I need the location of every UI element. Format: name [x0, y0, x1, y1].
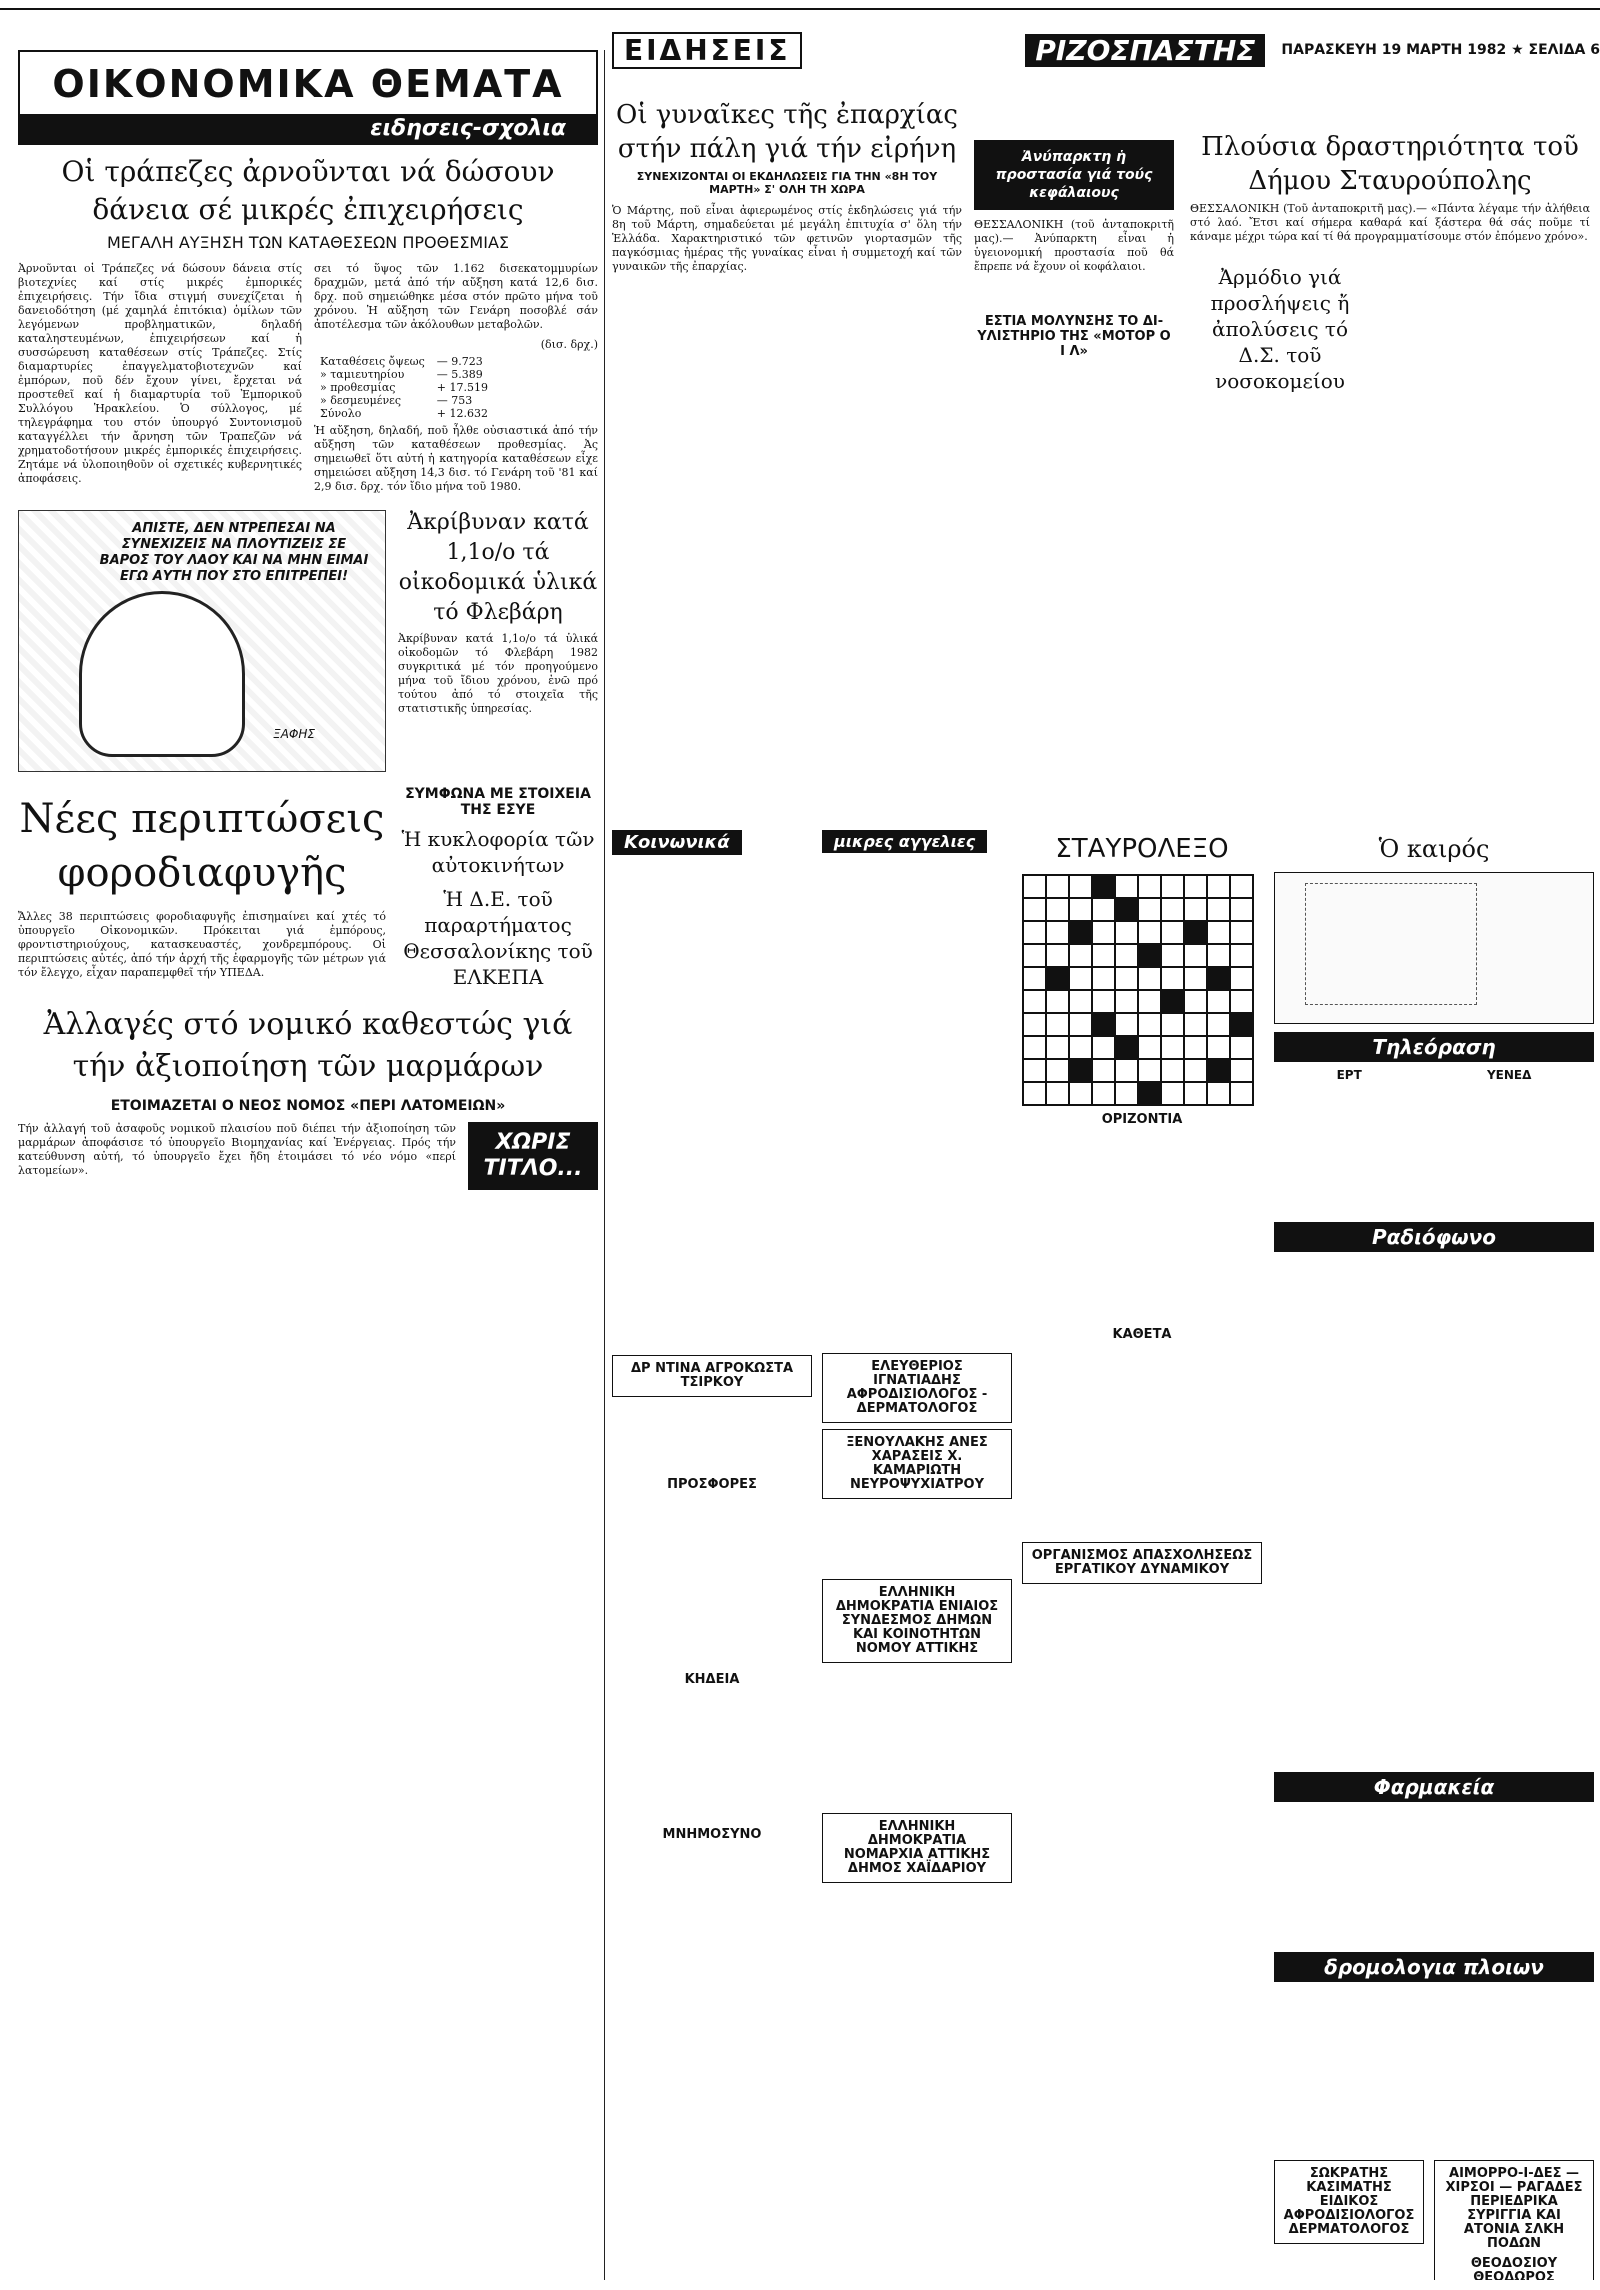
crossword-cell	[1161, 990, 1184, 1013]
social-column	[612, 830, 812, 1845]
no-title-box: ΧΩΡΙΣ ΤΙΤΛΟ...	[468, 1122, 598, 1190]
crossword-cell	[1161, 898, 1184, 921]
stavroupoli-text: ΘΕΣΣΑΛΟΝΙΚΗ (Τοῦ ἀνταποκριτῆ μας).— «Πάντα λέγαμε τήν ἀλήθεια στό λαό. Ἔτσι καί σήμερα καθαρά καί ξάστερα θά σάς ποῦμε τί κάναμε μέχρι τώρα καί τί θά προγραμματίσουμε στόν ἐπόμενο χρόνο».	[1190, 202, 1590, 243]
cars-kicker: ΣΥΜΦΩΝΑ ΜΕ ΣΤΟΙΧΕΙΑ ΤΗΣ ΕΣΥΕ	[405, 786, 591, 818]
crossword-cell	[1138, 1013, 1161, 1036]
weather-title: Ὁ καιρός	[1378, 835, 1490, 863]
crossword-cell	[1207, 898, 1230, 921]
article-banks-body	[18, 262, 598, 500]
crossword-cell	[1115, 944, 1138, 967]
crossword-cell	[1092, 1059, 1115, 1082]
crossword-cell	[1069, 1059, 1092, 1082]
crossword-cell	[1115, 990, 1138, 1013]
municipal-notice: ΕΛΛΗΝΙΚΗ ΔΗΜΟΚΡΑΤΙΑ ΕΝΙΑΙΟΣ ΣΥΝΔΕΣΜΟΣ ΔΗΜΩΝ ΚΑΙ ΚΟΙΝΟΤΗΤΩΝ ΝΟΜΟΥ ΑΤΤΙΚΗΣ	[822, 1579, 1012, 1663]
doctor-notice-2: ΕΛΕΥΘΕΡΙΟΣ ΙΓΝΑΤΙΑΔΗΣ ΑΦΡΟΔΙΣΙΟΛΟΓΟΣ - ΔΕΡΜΑΤΟΛΟΓΟΣ	[822, 1353, 1012, 1423]
crossword-cell	[1069, 1013, 1092, 1036]
funeral-header: ΚΗΔΕΙΑ	[684, 1672, 740, 1687]
classifieds-column	[822, 830, 1012, 1889]
crossword-cell	[1138, 1059, 1161, 1082]
classifieds-header: μικρες αγγελιες	[822, 830, 987, 853]
crossword-cell	[1115, 967, 1138, 990]
column-divider	[604, 50, 605, 2280]
crossword-grid	[1022, 874, 1254, 1106]
tv-header: Τηλεόραση	[1274, 1032, 1594, 1062]
radio-header: Ραδιόφωνο	[1274, 1222, 1594, 1252]
crossword-cell	[1069, 921, 1092, 944]
crossword-cell	[1046, 1036, 1069, 1059]
crossword-cell	[1138, 875, 1161, 898]
crossword-cell	[1138, 1082, 1161, 1105]
top-rule	[0, 8, 1600, 10]
crossword-cell	[1092, 1082, 1115, 1105]
table-row: Σύνολο + 12.632	[320, 407, 488, 420]
cartoon-figure	[79, 591, 245, 757]
crossword-cell	[1046, 921, 1069, 944]
article-marble-text: Τήν ἀλλαγή τοῦ ἀσαφοῦς νομικοῦ πλαισίου ποῦ διέπει τήν ἀξιοποίηση τῶν μαρμάρων ἀποφάσισε τό ὑπουργεῖο Βιομηχανίας καί Ἐνέργειας. Πρός τήν κατεύθυνση αὐτή, τό ὑπουργεῖο ἔχει ἤδη ἑτοιμάσει τό νέο νόμο «περί λατομείων».	[18, 1122, 456, 1177]
masthead-date: ΠΑΡΑΣΚΕΥΗ 19 ΜΑΡΤΗ 1982 ★ ΣΕΛΙΔΑ 6	[1281, 42, 1600, 58]
crossword-cell	[1161, 944, 1184, 967]
crossword-cell	[1230, 875, 1253, 898]
cartoon-caption: ΑΠΙΣΤΕ, ΔΕΝ ΝΤΡΕΠΕΣΑΙ ΝΑ ΣΥΝΕΧΙΖΕΙΣ ΝΑ ΠΛΟΥΤΙΖΕΙΣ ΣΕ ΒΑΡΟΣ ΤΟΥ ΛΑΟΥ ΚΑΙ ΝΑ ΜΗΝ ΕΙΜΑΙ ΕΓΩ ΑΥΤΗ ΠΟΥ ΣΤΟ ΕΠΙΤΡΕΠΕΙ!	[99, 521, 369, 584]
crossword-cell	[1069, 1082, 1092, 1105]
cartoon	[18, 510, 386, 772]
crossword-cell	[1184, 944, 1207, 967]
crossword-cell	[1023, 1013, 1046, 1036]
crossword-cell	[1115, 1059, 1138, 1082]
crossword-cell	[1184, 898, 1207, 921]
crossword-title: ΣΤΑΥΡΟΛΕΞΟ	[1055, 834, 1229, 864]
deposits-table	[314, 355, 494, 420]
ferries-header: δρομολογια πλοιων	[1274, 1952, 1594, 1982]
crossword-cell	[1207, 1036, 1230, 1059]
article-banks-subtitle: ΜΕΓΑΛΗ ΑΥΞΗΣΗ ΤΩΝ ΚΑΤΑΘΕΣΕΩΝ ΠΡΟΘΕΣΜΙΑΣ	[107, 233, 509, 252]
crossword-cell	[1184, 1082, 1207, 1105]
crossword-cell	[1230, 921, 1253, 944]
crossword-cell	[1184, 1036, 1207, 1059]
crossword-cell	[1092, 921, 1115, 944]
protection-box: Ἀνύπαρκτη ἡ προστασία γιά τούς κεφάλαιους	[974, 140, 1174, 210]
article-women-title: Οἱ γυναῖκες τῆς ἐπαρχίας στήν πάλη γιά τήν εἰρήνη	[616, 100, 958, 164]
article-marble-title: Ἀλλαγές στό νομικό καθεστώς γιά τήν ἀξιοποίηση τῶν μαρμάρων	[43, 1007, 573, 1084]
crossword-cell	[1092, 990, 1115, 1013]
article-taxevasion-title: Νέες περιπτώσεις φοροδιαφυγῆς	[19, 796, 385, 896]
crossword-cell	[1161, 1013, 1184, 1036]
crossword-cell	[1046, 967, 1069, 990]
table-row: » προθεσμίας + 17.519	[320, 381, 488, 394]
crossword-cell	[1046, 1082, 1069, 1105]
crossword-cell	[1230, 990, 1253, 1013]
crossword-cell	[1230, 1082, 1253, 1105]
crossword-cell	[1138, 898, 1161, 921]
crossword-cell	[1023, 967, 1046, 990]
article-banks-title: Οἱ τράπεζες ἀρνοῦνται νά δώσουν δάνεια σέ μικρές ἐπιχειρήσεις	[61, 155, 555, 226]
crossword-cell	[1138, 1036, 1161, 1059]
crossword-cell	[1092, 875, 1115, 898]
haidari-notice: ΕΛΛΗΝΙΚΗ ΔΗΜΟΚΡΑΤΙΑ ΝΟΜΑΡΧΙΑ ΑΤΤΙΚΗΣ ΔΗΜΟΣ ΧΑΪΔΑΡΙΟΥ	[822, 1813, 1012, 1883]
crossword-cell	[1184, 1013, 1207, 1036]
crossword-cell	[1046, 944, 1069, 967]
crossword-cell	[1207, 967, 1230, 990]
crossword-cell	[1230, 1013, 1253, 1036]
table-row: » δεσμευμένες — 753	[320, 394, 473, 407]
crossword-cell	[1092, 944, 1115, 967]
crossword-column	[1022, 830, 1262, 1590]
hospital-title: Ἀρμόδιο γιά προσλήψεις ἤ ἀπολύσεις τό Δ.Σ. τοῦ νοσοκομείου	[1210, 265, 1350, 393]
crossword-cell	[1184, 990, 1207, 1013]
article-protection	[974, 140, 1174, 362]
weather-map	[1274, 872, 1594, 1024]
crossword-cell	[1115, 1013, 1138, 1036]
crossword-cell	[1207, 944, 1230, 967]
doctor-notice-3: ΞΕΝΟΥΛΑΚΗΣ ΑΝΕΣ ΧΑΡΑΣΕΙΣ Χ. ΚΑΜΑΡΙΩΤΗ ΝΕΥΡΟΨΥΧΙΑΤΡΟΥ	[822, 1429, 1012, 1499]
crossword-cell	[1046, 875, 1069, 898]
crossword-down: ΚΑΘΕΤΑ	[1112, 1327, 1172, 1342]
crossword-cell	[1069, 1036, 1092, 1059]
crossword-cell	[1207, 1059, 1230, 1082]
article-women	[612, 90, 962, 280]
deposits-unit: (δισ. δρχ.)	[540, 338, 598, 351]
tv-channel-ert: ΕΡΤ	[1336, 1068, 1362, 1082]
crossword-cell	[1138, 921, 1161, 944]
crossword-cell	[1092, 1013, 1115, 1036]
crossword-cell	[1207, 921, 1230, 944]
crossword-cell	[1138, 990, 1161, 1013]
article-banks-text: Ἀρνοῦνται οἱ Τράπεζες νά δώσουν δάνεια στίς βιοτεχνίες καί στίς μικρές ἐμπορικές ἐπιχειρήσεις. Τήν ἴδια στιγμή συνεχίζεται ἡ δανειοδότηση (μέ χαμηλά ἐπιτόκια) ὁμίλων τῶν λεγόμενων προβληματικῶν, δηλαδή καταληστευμένων, ἐπιχειρήσεων καί ἡ συσσώρευση καταθέσεων στίς Τράπεζες. Στίς διαμαρτυρίες ἐπαγγελματοβιοτεχνῶν καί ἐμπόρων, ποῦ δέν ἔχουν γίνει, ἔρχεται νά προστεθεῖ καί ἡ διαμαρτυρία τοῦ Ἐμπορικοῦ Συλλόγου Ἡρακλείου. Ὁ σύλλογος, μέ τηλεγράφημα του στόν ὑπουργό Συντονισμοῦ καταγγέλλει τήν ἄρνηση τῶν Τραπεζῶν νά χρηματοδοτήσουν μικρές ἐμπορικές ἐπιχειρήσεις. Ζητάμε νά ὑλοποιηθοῦν οἱ σχετικές κυβερνητικές ἀποφάσεις.	[18, 262, 302, 485]
doctor-notice-5: ΑΙΜΟΡΡΟ-Ι-ΔΕΣ — ΧΙΡΣΟΙ — ΡΑΓΑΔΕΣ ΠΕΡΙΕΔΡΙΚΑ ΣΥΡΙΓΓΙΑ ΚΑΙ ΑΤΟΝΙΑ ΣΛΚΗ ΠΟΔΩΝ ΘΕΟΔΟΣΙΟΥ ΘΕΟΔΩΡΟΣ	[1434, 2160, 1594, 2280]
crossword-cell	[1115, 875, 1138, 898]
crossword-cell	[1046, 898, 1069, 921]
crossword-cell	[1207, 1082, 1230, 1105]
crossword-cell	[1161, 1036, 1184, 1059]
masthead-section: ΕΙΔΗΣΕΙΣ	[612, 32, 802, 69]
crossword-cell	[1115, 921, 1138, 944]
crossword-cell	[1023, 990, 1046, 1013]
crossword-cell	[1184, 1059, 1207, 1082]
article-taxevasion-text: Ἄλλες 38 περιπτώσεις φοροδιαφυγῆς ἐπισημαίνει καί χτές τό ὑπουργεῖο Οἰκονομικῶν. Πρόκειται γιά ἐμπόρους, φροντιστηριούχους, κατασκευαστές, χονδρεμπόρους. Οἱ περιπτώσεις αὐτές, ἀπό τήν ἀρχή τῆς ἐφαρμογῆς τῶν μέτρων γιά τόν ἔλεγχο, εἶχαν παραπεμφθεῖ τήν ΥΠΕΔΑ.	[18, 910, 386, 979]
stavroupoli-title: Πλούσια δραστηριότητα τοῦ Δήμου Σταυρούπολης	[1201, 132, 1579, 196]
motor-oil-title: ΕΣΤΙΑ ΜΟΛΥΝΣΗΣ ΤΟ ΔΙ-ΥΛΙΣΤΗΡΙΟ ΤΗΣ «ΜΟΤΟΡ Ο Ι Λ»	[977, 314, 1171, 359]
masthead-logo: ΡΙΖΟΣΠΑΣΤΗΣ	[1025, 34, 1265, 67]
crossword-cell	[1230, 1059, 1253, 1082]
cartoon-signature: ΞΑΦΗΣ	[273, 727, 315, 741]
offers-header: ΠΡΟΣΦΟΡΕΣ	[667, 1477, 757, 1492]
crossword-cell	[1207, 990, 1230, 1013]
crossword-cell	[1161, 875, 1184, 898]
crossword-cell	[1138, 944, 1161, 967]
crossword-cell	[1184, 875, 1207, 898]
doctor-notice-4: ΣΩΚΡΑΤΗΣ ΚΑΣΙΜΑΤΗΣ ΕΙΔΙΚΟΣ ΑΦΡΟΔΙΣΙΟΛΟΓΟΣ ΔΕΡΜΑΤΟΛΟΓΟΣ	[1274, 2160, 1424, 2244]
crossword-cell	[1161, 1059, 1184, 1082]
crossword-cell	[1069, 875, 1092, 898]
crossword-cell	[1115, 898, 1138, 921]
table-row: Καταθέσεις ὄψεως — 9.723	[320, 355, 483, 368]
cars-title: Ἡ κυκλοφορία τῶν αὐτοκινήτων	[401, 827, 595, 877]
economic-header-sub: ειδησεις-σχολια	[20, 114, 596, 143]
crossword-cell	[1046, 1059, 1069, 1082]
article-stavroupoli	[1190, 122, 1590, 394]
article-marble-subtitle: ΕΤΟΙΜΑΖΕΤΑΙ Ο ΝΕΟΣ ΝΟΜΟΣ «ΠΕΡΙ ΛΑΤΟΜΕΙΩΝ»	[110, 1098, 506, 1114]
doctor-notice-1: ΔΡ ΝΤΙΝΑ ΑΓΡΟΚΩΣΤΑ ΤΣΙΡΚΟΥ	[612, 1355, 812, 1397]
article-banks-text-2: σει τό ὕψος τῶν 1.162 δισεκατομμυρίων δραχμῶν, μετά ἀπό τήν αὔξηση κατά 12,6 δισ. δρχ. ποῦ σημειώθηκε μέσα στόν πρῶτο μήνα τοῦ χρόνου. Ἡ αὔξηση τῶν Γενάρη ποσοβλέ σάν ἀποτέλεσμα τῶν ἀκόλουθων μεταβολῶν.	[314, 262, 598, 331]
left-column	[18, 30, 598, 2280]
elkepa-title: Ἡ Δ.Ε. τοῦ παραρτήματος Θεσσαλονίκης τοῦ ΕΛΚΕΠΑ	[403, 887, 593, 989]
crossword-cell	[1046, 1013, 1069, 1036]
crossword-cell	[1115, 1036, 1138, 1059]
tv-channel-yened: ΥΕΝΕΔ	[1486, 1068, 1532, 1082]
memorial-header: ΜΝΗΜΟΣΥΝΟ	[662, 1827, 762, 1842]
crossword-cell	[1092, 967, 1115, 990]
social-header: Κοινωνικά	[612, 830, 742, 855]
crossword-cell	[1138, 967, 1161, 990]
crossword-cell	[1230, 1036, 1253, 1059]
crossword-cell	[1115, 1082, 1138, 1105]
crossword-cell	[1023, 875, 1046, 898]
masthead	[612, 30, 1600, 70]
crossword-cell	[1023, 898, 1046, 921]
crossword-cell	[1230, 898, 1253, 921]
pharmacies-header: Φαρμακεία	[1274, 1772, 1594, 1802]
crossword-cell	[1023, 1059, 1046, 1082]
crossword-cell	[1184, 921, 1207, 944]
crossword-cell	[1184, 967, 1207, 990]
crossword-across: ΟΡΙΖΟΝΤΙΑ	[1101, 1112, 1183, 1127]
weather-map-outline	[1305, 883, 1477, 1005]
crossword-cell	[1069, 967, 1092, 990]
economic-header	[18, 50, 598, 145]
crossword-cell	[1069, 990, 1092, 1013]
crossword-cell	[1230, 967, 1253, 990]
article-materials-text: Ἀκρίβυναν κατά 1,1ο/ο τά ὑλικά οἰκοδομῶν τό Φλεβάρη 1982 συγκριτικά μέ τόν προηγούμενο μήνα τοῦ ἴδιου χρόνου, ἐνῶ πρό τούτου ἀπό τό στοιχεῖα τῆς στατιστικῆς ὑπηρεσίας.	[398, 632, 598, 715]
crossword-cell	[1207, 875, 1230, 898]
crossword-cell	[1023, 1036, 1046, 1059]
article-materials-title: Ἀκρίβυναν κατά 1,1ο/ο τά οἰκοδομικά ὑλικά τό Φλεβάρη	[398, 510, 598, 625]
crossword-cell	[1161, 1082, 1184, 1105]
right-area	[612, 30, 1600, 2280]
crossword-cell	[1207, 1013, 1230, 1036]
crossword-cell	[1069, 944, 1092, 967]
oaed-notice: ΟΡΓΑΝΙΣΜΟΣ ΑΠΑΣΧΟΛΗΣΕΩΣ ΕΡΓΑΤΙΚΟΥ ΔΥΝΑΜΙΚΟΥ	[1022, 1542, 1262, 1584]
article-women-subtitle: ΣΥΝΕΧΙΖΟΝΤΑΙ ΟΙ ΕΚΔΗΛΩΣΕΙΣ ΓΙΑ ΤΗΝ «8Η ΤΟΥ ΜΑΡΤΗ» Σ' ΟΛΗ ΤΗ ΧΩΡΑ	[636, 170, 938, 196]
crossword-cell	[1023, 1082, 1046, 1105]
article-women-text: Ὁ Μάρτης, ποῦ εἶναι ἀφιερωμένος στίς ἐκδηλώσεις γιά τήν 8η τοῦ Μάρτη, σημαδεύεται μέ μεγάλη ἐπιτυχία σ' ὅλη τήν Ἑλλάδα. Χαρακτηριστικό τῶν φετινῶν γιορτασμῶν τῆς παγκόσμιας ἡμέρας τῆς γυναίκας εἶναι ἡ συμμετοχή καί τῶν γυναικῶν τῆς ἐπαρχίας.	[612, 204, 962, 273]
table-row: » ταμιευτηρίου — 5.389	[320, 368, 483, 381]
crossword-cell	[1069, 898, 1092, 921]
services-column	[1274, 830, 1594, 1988]
crossword-cell	[1092, 898, 1115, 921]
crossword-cell	[1161, 967, 1184, 990]
crossword-cell	[1046, 990, 1069, 1013]
economic-header-title: ΟΙΚΟΝΟΜΙΚΑ ΘΕΜΑΤΑ	[52, 62, 564, 106]
article-banks-text-3: Ἡ αὔξηση, δηλαδή, ποῦ ἦλθε οὐσιαστικά ἀπό τήν αὔξηση τῶν καταθέσεων προθεσμίας. Ἀς σημειωθεῖ ὅτι αὐτή ἡ κατηγορία καταθέσεων εἶχε σημειώσει αὔξηση 14,3 δισ. τό Γενάρη τοῦ '81 καί 2,9 δισ. δρχ. τόν ἴδιο μήνα τοῦ 1980.	[314, 424, 598, 493]
crossword-cell	[1230, 944, 1253, 967]
protection-text: ΘΕΣΣΑΛΟΝΙΚΗ (τοῦ ἀνταποκριτῆ μας).— Ἀνύπαρκτη εἶναι ἡ ὑγειονομική προστασία ποῦ θά ἔπρεπε νά ἔχουν οἱ κοφάλαιοι.	[974, 218, 1174, 273]
crossword-cell	[1023, 944, 1046, 967]
crossword-cell	[1092, 1036, 1115, 1059]
crossword-cell	[1161, 921, 1184, 944]
crossword-cell	[1023, 921, 1046, 944]
